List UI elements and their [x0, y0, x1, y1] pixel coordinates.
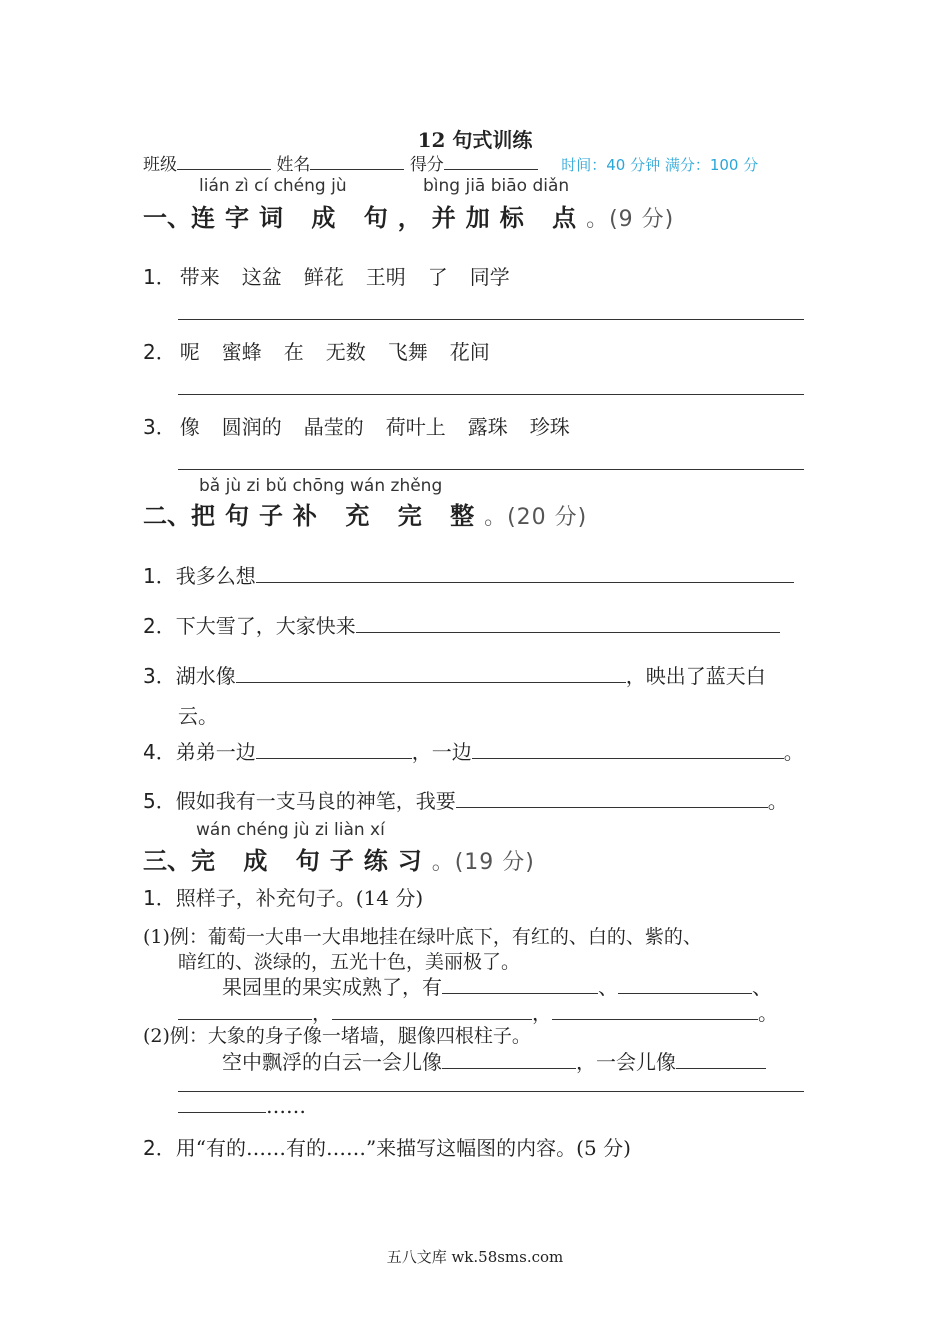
word: 蜜蜂: [221, 340, 262, 364]
word: 鲜花: [303, 265, 344, 289]
ellipsis: ……: [266, 1094, 306, 1118]
s3-ex1-blank-2[interactable]: [618, 975, 752, 994]
s3-ex1-task: [222, 971, 772, 1000]
s2-q3: [143, 660, 766, 689]
footer-watermark: 五八文库 wk.58sms.com: [386, 1248, 564, 1266]
word: 花间: [449, 340, 490, 364]
section2-number: 二、: [143, 502, 191, 530]
score-label: 得分: [409, 155, 444, 175]
s1-q3-num: 3．: [143, 415, 176, 439]
s3-ex2-blank-2[interactable]: [676, 1050, 766, 1069]
s2-q4-end: 。: [783, 740, 804, 764]
s1-q3-answer-line[interactable]: [178, 469, 804, 470]
section1-heading-a: 连字词 成 句，: [191, 204, 432, 232]
section2-score: 。(20 分): [484, 505, 588, 530]
word: 同学: [469, 265, 510, 289]
name-label: 姓名: [276, 155, 311, 175]
section3-number: 三、: [143, 847, 191, 875]
s1-q2-num: 2．: [143, 340, 176, 364]
s3-q2-num: 2．: [143, 1136, 176, 1160]
sep: 、: [752, 975, 772, 999]
s2-q1-text: 我多么想: [175, 564, 256, 588]
s3-q1: [143, 882, 423, 911]
s2-q3-cont: 云。: [178, 704, 218, 728]
word: 无数: [325, 340, 366, 364]
word: 这盆: [241, 265, 282, 289]
s3-q1-text: 照样子，补充句子。(14 分): [175, 886, 424, 910]
word: 飞舞: [387, 340, 428, 364]
s1-q3: [143, 411, 592, 440]
word: 露珠: [467, 415, 508, 439]
section2-heading: [143, 496, 587, 531]
s3-ex2-tail: [178, 1094, 306, 1118]
s2-q1-blank[interactable]: [256, 564, 794, 583]
page-title: 12 句式训练: [417, 128, 533, 152]
section1-pinyin-a: lián zì cí chéng jù: [199, 176, 347, 196]
section1-pinyin-b: bìng jiā biāo diǎn: [423, 176, 570, 196]
time-score-meta: 时间：40 分钟 满分：100 分: [561, 156, 759, 174]
s2-q4-blank-2[interactable]: [472, 740, 784, 759]
s2-q5: [143, 785, 788, 814]
s2-q4-blank-1[interactable]: [256, 740, 412, 759]
s2-q2-num: 2．: [143, 614, 176, 638]
s3-q2-text: 用“有的……有的……”来描写这幅图的内容。(5 分): [175, 1136, 631, 1160]
s1-q2-answer-line[interactable]: [178, 394, 804, 395]
s3-ex1-task-text: 果园里的果实成熟了，有: [222, 975, 442, 999]
score-field[interactable]: [444, 153, 538, 170]
section3-score: 。(19 分): [431, 850, 535, 875]
s3-ex2-task-a: 空中飘浮的白云一会儿像: [222, 1050, 442, 1074]
word: 珍珠: [529, 415, 570, 439]
s2-q3-num: 3．: [143, 664, 176, 688]
section1-score: 。(9 分): [586, 207, 675, 232]
s3-ex1-line1: (1)例：葡萄一大串一大串地挂在绿叶底下，有红的、白的、紫的、: [143, 926, 702, 948]
word: 王明: [365, 265, 406, 289]
section2-pinyin: bǎ jù zi bǔ chōng wán zhěng: [199, 476, 443, 496]
s3-ex1-line2: 暗红的、淡绿的，五光十色，美丽极了。: [178, 951, 521, 973]
s1-q1-answer-line[interactable]: [178, 319, 804, 320]
section1-number: 一、: [143, 204, 191, 232]
section2-heading-text: 把句子补 充 完 整: [191, 502, 485, 530]
s3-ex1-blank-1[interactable]: [442, 975, 598, 994]
s3-ex2-answer-line[interactable]: [178, 1091, 804, 1092]
s2-q2: [143, 610, 780, 639]
word: 带来: [179, 265, 220, 289]
section1-heading: [143, 198, 674, 233]
s2-q2-text: 下大雪了，大家快来: [175, 614, 356, 638]
word: 在: [283, 340, 304, 364]
s2-q5-text: 假如我有一支马良的神笔，我要: [175, 789, 456, 813]
s2-q3-blank[interactable]: [236, 664, 626, 683]
s3-ex1-blank-5[interactable]: [552, 1001, 758, 1020]
s3-ex1-blank-4[interactable]: [332, 1001, 532, 1020]
sep: 、: [598, 975, 618, 999]
word: 荷叶上: [385, 415, 446, 439]
section3-pinyin: wán chéng jù zi liàn xí: [196, 820, 385, 840]
s2-q5-end: 。: [767, 789, 788, 813]
s2-q2-blank[interactable]: [356, 614, 780, 633]
s3-q2: [143, 1132, 631, 1161]
class-label: 班级: [143, 155, 177, 175]
word: 圆润的: [221, 415, 282, 439]
word: 像: [179, 415, 200, 439]
s2-q4-num: 4．: [143, 740, 176, 764]
sep: ，: [312, 1001, 332, 1025]
s2-q1: [143, 560, 794, 589]
s2-q4: [143, 736, 804, 765]
s2-q3-text-after: ，映出了蓝天白: [625, 664, 766, 688]
s2-q3-text: 湖水像: [175, 664, 236, 688]
s3-ex2-blank-3[interactable]: [178, 1094, 266, 1113]
s3-ex2-blank-1[interactable]: [442, 1050, 576, 1069]
s2-q5-num: 5．: [143, 789, 176, 813]
s2-q4-text-mid: ，一边: [411, 740, 472, 764]
end: 。: [758, 1001, 778, 1025]
word: 了: [427, 265, 448, 289]
s1-q1-num: 1．: [143, 265, 176, 289]
s1-q2: [143, 336, 512, 365]
s3-ex1-blank-3[interactable]: [178, 1001, 312, 1020]
word: 呢: [179, 340, 200, 364]
name-field[interactable]: [310, 153, 404, 170]
class-field[interactable]: [177, 153, 271, 170]
s3-q1-num: 1．: [143, 886, 176, 910]
s3-ex2-line: (2)例：大象的身子像一堵墙，腿像四根柱子。: [143, 1025, 531, 1047]
s3-ex2-task-b: ，一会儿像: [576, 1050, 676, 1074]
sep: ，: [532, 1001, 552, 1025]
student-info-row: [143, 150, 758, 175]
section3-heading: [143, 841, 535, 876]
s2-q5-blank[interactable]: [456, 789, 768, 808]
section1-heading-b: 并加标 点: [431, 204, 587, 232]
s2-q1-num: 1．: [143, 564, 176, 588]
s3-ex2-task: [222, 1046, 766, 1075]
s2-q4-text: 弟弟一边: [175, 740, 256, 764]
s1-q1: [143, 261, 532, 290]
section3-heading-text: 完 成 句子练习: [191, 847, 432, 875]
word: 晶莹的: [303, 415, 364, 439]
